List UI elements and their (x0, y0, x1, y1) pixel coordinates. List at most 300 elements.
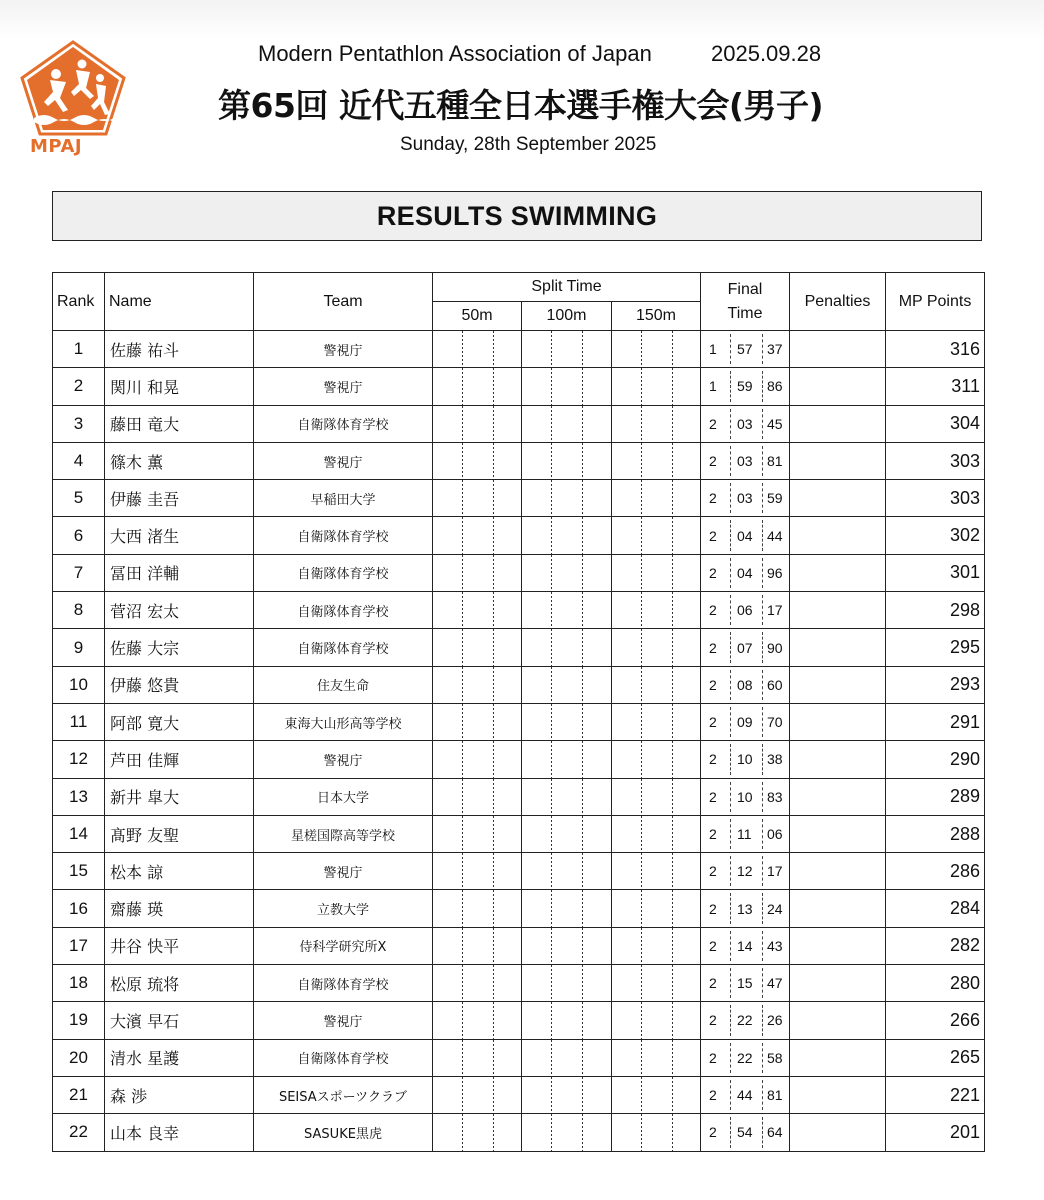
final-minutes: 2 (709, 714, 717, 731)
name-cell: 伊藤 悠貴 (105, 666, 254, 703)
split-100m-cell (522, 703, 612, 740)
penalties-cell (790, 368, 886, 405)
name-cell: 山本 良幸 (105, 1114, 254, 1151)
table-row (53, 703, 985, 740)
final-seconds: 13 (737, 900, 753, 917)
penalties-cell (790, 666, 886, 703)
team-cell: 自衛隊体育学校 (254, 1039, 433, 1076)
split-100m-cell (522, 554, 612, 591)
final-hundredths: 44 (767, 527, 783, 544)
final-time-cell (701, 703, 790, 740)
final-seconds: 10 (737, 751, 753, 768)
final-time-cell (701, 331, 790, 368)
logo-text: MPAJ (30, 136, 83, 157)
team-cell: 警視庁 (254, 853, 433, 890)
table-row (53, 666, 985, 703)
name-cell: 冨田 洋輔 (105, 554, 254, 591)
col-header-mp-points: MP Points (886, 273, 985, 331)
penalties-cell (790, 629, 886, 666)
split-50m-cell (433, 741, 522, 778)
rank-cell: 3 (53, 405, 105, 442)
mp-points-cell: 201 (886, 1114, 985, 1151)
table-row (53, 442, 985, 479)
final-time-cell (701, 405, 790, 442)
final-hundredths: 59 (767, 490, 783, 507)
final-time-cell (701, 1002, 790, 1039)
team-cell: 住友生命 (254, 666, 433, 703)
final-minutes: 2 (709, 900, 717, 917)
final-hundredths: 06 (767, 826, 783, 842)
team-cell: 日本大学 (254, 778, 433, 815)
final-seconds: 12 (737, 863, 753, 880)
split-50m-cell (433, 442, 522, 479)
table-row (53, 815, 985, 852)
final-hundredths: 81 (767, 1087, 783, 1104)
name-cell: 井谷 快平 (105, 927, 254, 964)
rank-cell: 20 (53, 1039, 105, 1076)
final-hundredths: 17 (767, 863, 783, 880)
split-50m-cell (433, 405, 522, 442)
mp-points-cell: 293 (886, 666, 985, 703)
final-hundredths: 96 (767, 564, 783, 581)
final-time-cell (701, 554, 790, 591)
split-150m-cell (612, 927, 701, 964)
rank-cell: 19 (53, 1002, 105, 1039)
penalties-cell (790, 554, 886, 591)
table-row (53, 405, 985, 442)
split-150m-cell (612, 517, 701, 554)
split-150m-cell (612, 554, 701, 591)
final-seconds: 06 (737, 602, 753, 619)
final-seconds: 54 (737, 1124, 753, 1141)
name-cell: 齋藤 瑛 (105, 890, 254, 927)
rank-cell: 16 (53, 890, 105, 927)
results-title: RESULTS SWIMMING (376, 200, 658, 231)
final-minutes: 2 (709, 564, 717, 581)
final-time-cell (701, 1039, 790, 1076)
final-seconds: 03 (737, 453, 753, 470)
mp-points-cell: 284 (886, 890, 985, 927)
final-minutes: 1 (709, 378, 717, 395)
split-50m-cell (433, 778, 522, 815)
final-time-cell (701, 927, 790, 964)
rank-cell: 4 (53, 442, 105, 479)
mp-points-cell: 265 (886, 1039, 985, 1076)
mp-points-cell: 221 (886, 1076, 985, 1113)
team-cell: 警視庁 (254, 368, 433, 405)
rank-cell: 1 (53, 331, 105, 368)
final-minutes: 2 (709, 490, 717, 507)
mp-points-cell: 280 (886, 965, 985, 1002)
split-150m-cell (612, 890, 701, 927)
rank-cell: 8 (53, 592, 105, 629)
mp-points-cell: 266 (886, 1002, 985, 1039)
mp-points-cell: 286 (886, 853, 985, 890)
col-header-split-150m: 150m (612, 302, 701, 331)
final-hundredths: 81 (767, 453, 783, 470)
name-cell: 芦田 佳輝 (105, 741, 254, 778)
table-row (53, 1114, 985, 1151)
team-cell: 東海大山形高等学校 (254, 703, 433, 740)
col-header-rank: Rank (53, 273, 105, 331)
col-header-split-time: Split Time (433, 273, 701, 302)
table-row (53, 331, 985, 368)
final-minutes: 2 (709, 453, 717, 470)
name-cell: 大濱 早石 (105, 1002, 254, 1039)
rank-cell: 12 (53, 741, 105, 778)
split-150m-cell (612, 1039, 701, 1076)
final-hundredths: 90 (767, 639, 783, 656)
mp-points-cell: 289 (886, 778, 985, 815)
team-cell: SEISAスポーツクラブ (254, 1076, 433, 1113)
final-seconds: 14 (737, 937, 753, 954)
team-cell: 自衛隊体育学校 (254, 517, 433, 554)
split-100m-cell (522, 592, 612, 629)
split-150m-cell (612, 629, 701, 666)
table-row (53, 965, 985, 1002)
split-100m-cell (522, 405, 612, 442)
table-row (53, 592, 985, 629)
penalties-cell (790, 1114, 886, 1151)
final-seconds: 11 (737, 826, 752, 842)
col-header-team: Team (254, 273, 433, 331)
results-table (52, 272, 985, 1152)
final-minutes: 2 (709, 1087, 717, 1104)
final-hundredths: 58 (767, 1049, 783, 1066)
name-cell: 清水 星護 (105, 1039, 254, 1076)
rank-cell: 18 (53, 965, 105, 1002)
rank-cell: 10 (53, 666, 105, 703)
name-cell: 佐藤 大宗 (105, 629, 254, 666)
mp-points-cell: 301 (886, 554, 985, 591)
mp-points-cell: 302 (886, 517, 985, 554)
rank-cell: 14 (53, 815, 105, 852)
split-50m-cell (433, 1076, 522, 1113)
split-100m-cell (522, 442, 612, 479)
split-150m-cell (612, 1076, 701, 1113)
final-minutes: 2 (709, 1012, 717, 1029)
col-header-name: Name (105, 273, 254, 331)
penalties-cell (790, 890, 886, 927)
name-cell: 菅沼 宏太 (105, 592, 254, 629)
final-time-cell (701, 666, 790, 703)
split-150m-cell (612, 741, 701, 778)
penalties-cell (790, 517, 886, 554)
mp-points-cell: 295 (886, 629, 985, 666)
table-row (53, 890, 985, 927)
split-150m-cell (612, 368, 701, 405)
final-seconds: 10 (737, 788, 753, 805)
event-date: 2025.09.28 (711, 41, 822, 66)
split-50m-cell (433, 1114, 522, 1151)
split-150m-cell (612, 965, 701, 1002)
name-cell: 藤田 竜大 (105, 405, 254, 442)
table-row (53, 778, 985, 815)
final-minutes: 2 (709, 676, 717, 693)
event-title: 第65回 近代五種全日本選手権大会(男子) (218, 86, 824, 125)
final-hundredths: 64 (767, 1124, 783, 1141)
final-minutes: 2 (709, 751, 717, 768)
penalties-cell (790, 741, 886, 778)
final-seconds: 03 (737, 415, 753, 432)
rank-cell: 5 (53, 480, 105, 517)
penalties-cell (790, 703, 886, 740)
penalties-cell (790, 1076, 886, 1113)
table-row (53, 853, 985, 890)
final-hundredths: 37 (767, 341, 783, 358)
final-minutes: 2 (709, 1124, 717, 1141)
rank-cell: 6 (53, 517, 105, 554)
col-header-split-50m: 50m (433, 302, 522, 331)
final-minutes: 2 (709, 975, 717, 992)
split-50m-cell (433, 1002, 522, 1039)
mp-points-cell: 282 (886, 927, 985, 964)
split-50m-cell (433, 517, 522, 554)
table-row (53, 741, 985, 778)
final-seconds: 15 (737, 975, 753, 992)
split-100m-cell (522, 741, 612, 778)
final-time-cell (701, 815, 790, 852)
split-50m-cell (433, 890, 522, 927)
split-50m-cell (433, 480, 522, 517)
rank-cell: 9 (53, 629, 105, 666)
table-row (53, 927, 985, 964)
final-seconds: 22 (737, 1049, 753, 1066)
col-header-split-100m: 100m (522, 302, 612, 331)
name-cell: 佐藤 祐斗 (105, 331, 254, 368)
team-cell: 自衛隊体育学校 (254, 629, 433, 666)
penalties-cell (790, 442, 886, 479)
final-seconds: 04 (737, 564, 753, 581)
team-cell: 侍科学研究所X (254, 927, 433, 964)
split-100m-cell (522, 927, 612, 964)
team-cell: 自衛隊体育学校 (254, 965, 433, 1002)
rank-cell: 17 (53, 927, 105, 964)
split-100m-cell (522, 629, 612, 666)
final-time-cell (701, 778, 790, 815)
table-row (53, 1002, 985, 1039)
team-cell: SASUKE黒虎 (254, 1114, 433, 1151)
penalties-cell (790, 405, 886, 442)
name-cell: 大西 渚生 (105, 517, 254, 554)
final-time-cell (701, 592, 790, 629)
rank-cell: 7 (53, 554, 105, 591)
name-cell: 関川 和晃 (105, 368, 254, 405)
split-50m-cell (433, 815, 522, 852)
rank-cell: 2 (53, 368, 105, 405)
penalties-cell (790, 331, 886, 368)
team-cell: 自衛隊体育学校 (254, 405, 433, 442)
organization-name: Modern Pentathlon Association of Japan (258, 41, 652, 66)
split-100m-cell (522, 778, 612, 815)
split-100m-cell (522, 517, 612, 554)
split-100m-cell (522, 1076, 612, 1113)
final-time-cell (701, 480, 790, 517)
team-cell: 警視庁 (254, 1002, 433, 1039)
final-time-cell (701, 368, 790, 405)
team-cell: 立教大学 (254, 890, 433, 927)
split-50m-cell (433, 927, 522, 964)
penalties-cell (790, 480, 886, 517)
final-seconds: 07 (737, 639, 753, 656)
split-50m-cell (433, 666, 522, 703)
final-time-cell (701, 890, 790, 927)
final-time-line-1: Final (727, 280, 763, 298)
split-150m-cell (612, 703, 701, 740)
final-time-line-2: Time (727, 304, 763, 322)
penalties-cell (790, 815, 886, 852)
table-row (53, 1076, 985, 1113)
name-cell: 阿部 寛大 (105, 703, 254, 740)
mp-points-cell: 290 (886, 741, 985, 778)
split-50m-cell (433, 965, 522, 1002)
split-150m-cell (612, 1002, 701, 1039)
split-50m-cell (433, 554, 522, 591)
final-time-cell (701, 965, 790, 1002)
final-hundredths: 24 (767, 900, 783, 917)
split-100m-cell (522, 1114, 612, 1151)
split-100m-cell (522, 1002, 612, 1039)
table-row (53, 480, 985, 517)
rank-cell: 15 (53, 853, 105, 890)
split-150m-cell (612, 853, 701, 890)
split-100m-cell (522, 331, 612, 368)
name-cell: 新井 皐大 (105, 778, 254, 815)
final-time-cell (701, 442, 790, 479)
final-hundredths: 45 (767, 415, 783, 432)
final-hundredths: 70 (767, 714, 783, 731)
split-100m-cell (522, 965, 612, 1002)
team-cell: 早稲田大学 (254, 480, 433, 517)
mp-points-cell: 303 (886, 480, 985, 517)
final-hundredths: 38 (767, 751, 783, 768)
penalties-cell (790, 1039, 886, 1076)
final-time-cell (701, 741, 790, 778)
mp-points-cell: 311 (886, 368, 985, 405)
split-150m-cell (612, 778, 701, 815)
mp-points-cell: 303 (886, 442, 985, 479)
final-hundredths: 17 (767, 602, 783, 619)
final-seconds: 22 (737, 1012, 753, 1029)
table-row (53, 368, 985, 405)
name-cell: 松本 諒 (105, 853, 254, 890)
mp-points-cell: 304 (886, 405, 985, 442)
final-minutes: 2 (709, 788, 717, 805)
table-row (53, 1039, 985, 1076)
split-150m-cell (612, 815, 701, 852)
split-50m-cell (433, 853, 522, 890)
split-50m-cell (433, 331, 522, 368)
mp-points-cell: 291 (886, 703, 985, 740)
event-day: Sunday, 28th September 2025 (400, 134, 657, 155)
table-row (53, 629, 985, 666)
penalties-cell (790, 592, 886, 629)
penalties-cell (790, 853, 886, 890)
final-time-cell (701, 853, 790, 890)
split-50m-cell (433, 629, 522, 666)
col-header-final-time (701, 273, 790, 331)
final-seconds: 59 (737, 378, 753, 395)
final-time-cell (701, 629, 790, 666)
final-minutes: 2 (709, 826, 717, 842)
final-hundredths: 60 (767, 676, 783, 693)
name-cell: 篠木 薫 (105, 442, 254, 479)
table-row (53, 517, 985, 554)
team-cell: 警視庁 (254, 442, 433, 479)
split-100m-cell (522, 1039, 612, 1076)
table-row (53, 554, 985, 591)
mp-points-cell: 288 (886, 815, 985, 852)
final-minutes: 2 (709, 527, 717, 544)
mp-points-cell: 298 (886, 592, 985, 629)
rank-cell: 11 (53, 703, 105, 740)
rank-cell: 22 (53, 1114, 105, 1151)
final-minutes: 1 (709, 341, 717, 358)
team-cell: 星槎国際高等学校 (254, 815, 433, 852)
final-minutes: 2 (709, 639, 717, 656)
split-100m-cell (522, 890, 612, 927)
rank-cell: 21 (53, 1076, 105, 1113)
split-50m-cell (433, 1039, 522, 1076)
final-hundredths: 43 (767, 937, 783, 954)
final-seconds: 08 (737, 676, 753, 693)
penalties-cell (790, 927, 886, 964)
rank-cell: 13 (53, 778, 105, 815)
split-150m-cell (612, 405, 701, 442)
final-time-cell (701, 1114, 790, 1151)
split-50m-cell (433, 368, 522, 405)
final-seconds: 09 (737, 714, 753, 731)
final-hundredths: 86 (767, 378, 783, 395)
final-hundredths: 47 (767, 975, 783, 992)
col-header-penalties: Penalties (790, 273, 886, 331)
penalties-cell (790, 965, 886, 1002)
final-time-cell (701, 1076, 790, 1113)
penalties-cell (790, 1002, 886, 1039)
split-50m-cell (433, 592, 522, 629)
final-minutes: 2 (709, 937, 717, 954)
final-minutes: 2 (709, 602, 717, 619)
split-100m-cell (522, 480, 612, 517)
split-150m-cell (612, 442, 701, 479)
team-cell: 警視庁 (254, 331, 433, 368)
split-150m-cell (612, 331, 701, 368)
results-title-box (52, 191, 982, 241)
split-100m-cell (522, 815, 612, 852)
final-minutes: 2 (709, 863, 717, 880)
name-cell: 髙野 友聖 (105, 815, 254, 852)
final-minutes: 2 (709, 415, 717, 432)
split-150m-cell (612, 1114, 701, 1151)
team-cell: 自衛隊体育学校 (254, 592, 433, 629)
final-time-cell (701, 517, 790, 554)
split-100m-cell (522, 666, 612, 703)
name-cell: 伊藤 圭吾 (105, 480, 254, 517)
split-150m-cell (612, 480, 701, 517)
name-cell: 松原 琉将 (105, 965, 254, 1002)
split-150m-cell (612, 666, 701, 703)
split-100m-cell (522, 853, 612, 890)
final-seconds: 57 (737, 341, 753, 358)
split-150m-cell (612, 592, 701, 629)
final-hundredths: 83 (767, 788, 783, 805)
penalties-cell (790, 778, 886, 815)
team-cell: 警視庁 (254, 741, 433, 778)
split-50m-cell (433, 703, 522, 740)
team-cell: 自衛隊体育学校 (254, 554, 433, 591)
final-seconds: 03 (737, 490, 753, 507)
final-minutes: 2 (709, 1049, 717, 1066)
